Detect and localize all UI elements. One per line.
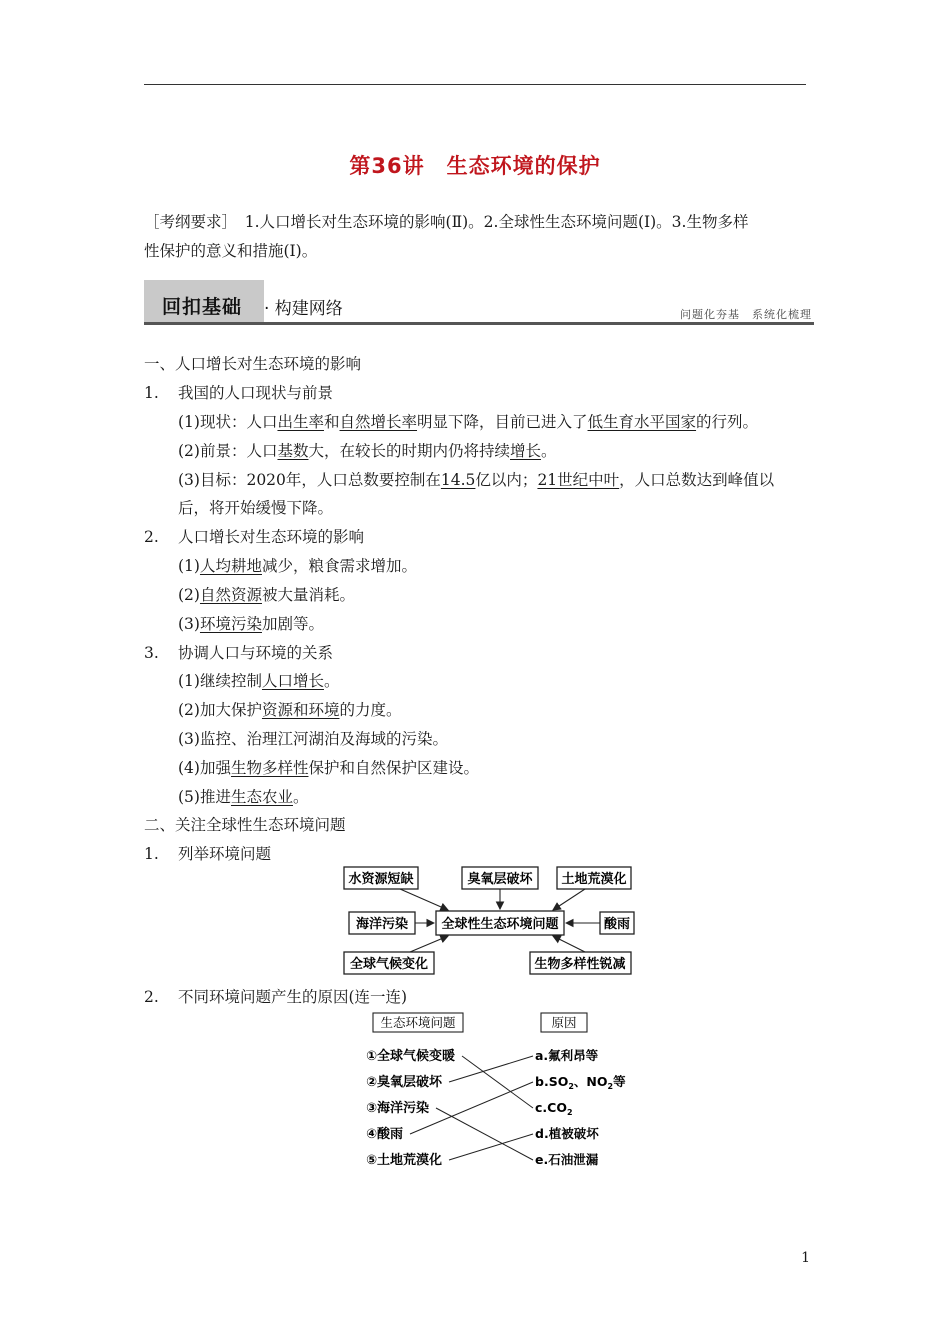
requirements-line-2: 性保护的意义和措施(Ⅰ)。 (144, 242, 318, 260)
text: (3) (178, 615, 200, 633)
lesson-title: 第36讲 生态环境的保护 (349, 154, 601, 178)
arrow-water (400, 889, 448, 910)
section2-heading: 二、关注全球性生态环境问题 (144, 816, 346, 834)
answer-blank: 人均耕地 (199, 557, 262, 575)
item-number: 1. (144, 845, 159, 863)
text: 明显下降，目前已进入了 (417, 413, 588, 431)
section2-item2-title (144, 987, 407, 1007)
text: 。 (541, 442, 557, 460)
page-number: 1 (801, 1250, 810, 1266)
box-label: 臭氧层破坏 (467, 872, 533, 887)
answer-blank: 增长 (510, 442, 542, 460)
match-line-1-c (462, 1056, 533, 1108)
answer-blank: 出生率 (277, 413, 324, 431)
match-line-3-e (436, 1108, 533, 1160)
text: 。 (323, 672, 340, 690)
text: 的力度。 (339, 701, 402, 719)
item-number: 3. (144, 644, 159, 662)
problem-box-center (436, 911, 564, 935)
right-item-a: a.氟利昂等 (535, 1048, 599, 1063)
text: (1)现状：人口 (178, 413, 278, 431)
item-title: 人口增长对生态环境的影响 (178, 528, 365, 546)
box-label: 全球气候变化 (349, 957, 429, 972)
right-item-c: $c.CO_2$ (535, 1100, 573, 1117)
left-header: 生态环境问题 (380, 1015, 456, 1030)
item-number: 1. (144, 384, 159, 402)
measure-3: (3)监控、治理江河湖泊及海域的污染。 (178, 730, 448, 748)
answer-blank: 14.5 (440, 471, 476, 489)
text: (1) (178, 557, 200, 575)
text: (4)加强 (178, 759, 231, 777)
item-number: 2. (144, 528, 159, 546)
box-label: 海洋污染 (355, 917, 409, 932)
left-header-box (373, 1013, 463, 1032)
text: 被大量消耗。 (261, 586, 355, 604)
text: (1)继续控制 (178, 672, 262, 690)
box-label: 土地荒漠化 (561, 872, 627, 887)
problem-box-acid-rain (600, 912, 634, 934)
item-title: 不同环境问题产生的原因(连一连) (178, 988, 408, 1006)
left-item-5: ⑤土地荒漠化 (366, 1153, 443, 1168)
section1-heading: 一、人口增长对生态环境的影响 (144, 355, 362, 373)
text: 的行列。 (696, 413, 759, 431)
left-item-1: ①全球气候变暖 (366, 1049, 456, 1064)
text: 和 (323, 413, 340, 431)
center-label: 全球性生态环境问题 (441, 917, 559, 932)
text: 加剧等。 (261, 615, 324, 633)
right-item-e: e.石油泄漏 (535, 1152, 599, 1167)
answer-blank: 生态农业 (230, 788, 293, 806)
arrow-desert (553, 889, 585, 910)
banner-sub-text: · 构建网络 (264, 299, 343, 319)
text: (2)加大保护 (178, 701, 262, 719)
answer-blank: 基数 (277, 442, 309, 460)
problem-box-water (344, 867, 418, 889)
text: 减少，粮食需求增加。 (261, 557, 417, 575)
item-title: 协调人口与环境的关系 (178, 644, 334, 662)
text: (2)前景：人口 (178, 442, 278, 460)
banner-main-text: 回扣基础 (162, 296, 243, 318)
answer-blank: 生物多样性 (230, 759, 309, 777)
box-label: 水资源短缺 (348, 872, 414, 887)
right-header: 原因 (551, 1015, 577, 1030)
answer-blank: 环境污染 (199, 615, 262, 633)
problem-box-ocean (349, 912, 415, 934)
goal-paragraph-cont: 后，将开始缓慢下降。 (178, 499, 334, 517)
answer-blank: 自然增长率 (339, 413, 418, 431)
answer-blank: 资源和环境 (261, 701, 340, 719)
problem-box-climate (344, 952, 434, 974)
left-item-3: ③海洋污染 (366, 1101, 430, 1116)
text: 保护和自然保护区建设。 (308, 759, 479, 777)
banner-tagline: 问题化夯基 系统化梳理 (680, 308, 812, 321)
text: ，人口总数达到峰值以 (619, 471, 775, 489)
problem-box-ozone (462, 867, 538, 889)
text: (2) (178, 586, 200, 604)
box-label: 酸雨 (603, 917, 631, 932)
left-item-4: ④酸雨 (366, 1127, 404, 1142)
right-header-box (541, 1013, 587, 1032)
problem-box-biodiversity (530, 952, 631, 974)
text: (3)目标：2020年，人口总数要控制在 (178, 471, 441, 489)
answer-blank: 人口增长 (261, 672, 324, 690)
text: 亿以内； (475, 471, 538, 489)
answer-blank: 低生育水平国家 (587, 413, 697, 431)
right-item-d: d.植被破坏 (535, 1126, 599, 1141)
text: (5)推进 (178, 788, 231, 806)
text: 。 (292, 788, 309, 806)
right-item-b: $b.SO_2$、$NO_2$等 (535, 1074, 626, 1091)
arrow-climate (410, 936, 448, 952)
arrow-biodiversity (553, 936, 585, 952)
requirements-line-1: ［考纲要求］ 1.人口增长对生态环境的影响(Ⅱ)。2.全球性生态环境问题(Ⅰ)。3.生物多样 (144, 213, 749, 231)
cause-matching-diagram (366, 1013, 626, 1168)
problem-box-desert (557, 867, 631, 889)
item-title: 列举环境问题 (178, 845, 272, 863)
left-item-2: ②臭氧层破坏 (366, 1075, 443, 1090)
environment-problems-diagram (344, 867, 634, 974)
box-label: 生物多样性锐减 (534, 957, 626, 972)
match-line-2-a (449, 1056, 533, 1082)
answer-blank: 自然资源 (199, 586, 262, 604)
answer-blank: 21世纪中叶 (537, 471, 620, 489)
item-title: 我国的人口现状与前景 (178, 384, 334, 402)
item-number: 2. (144, 988, 159, 1006)
text: 大，在较长的时期内仍将持续 (308, 442, 510, 460)
